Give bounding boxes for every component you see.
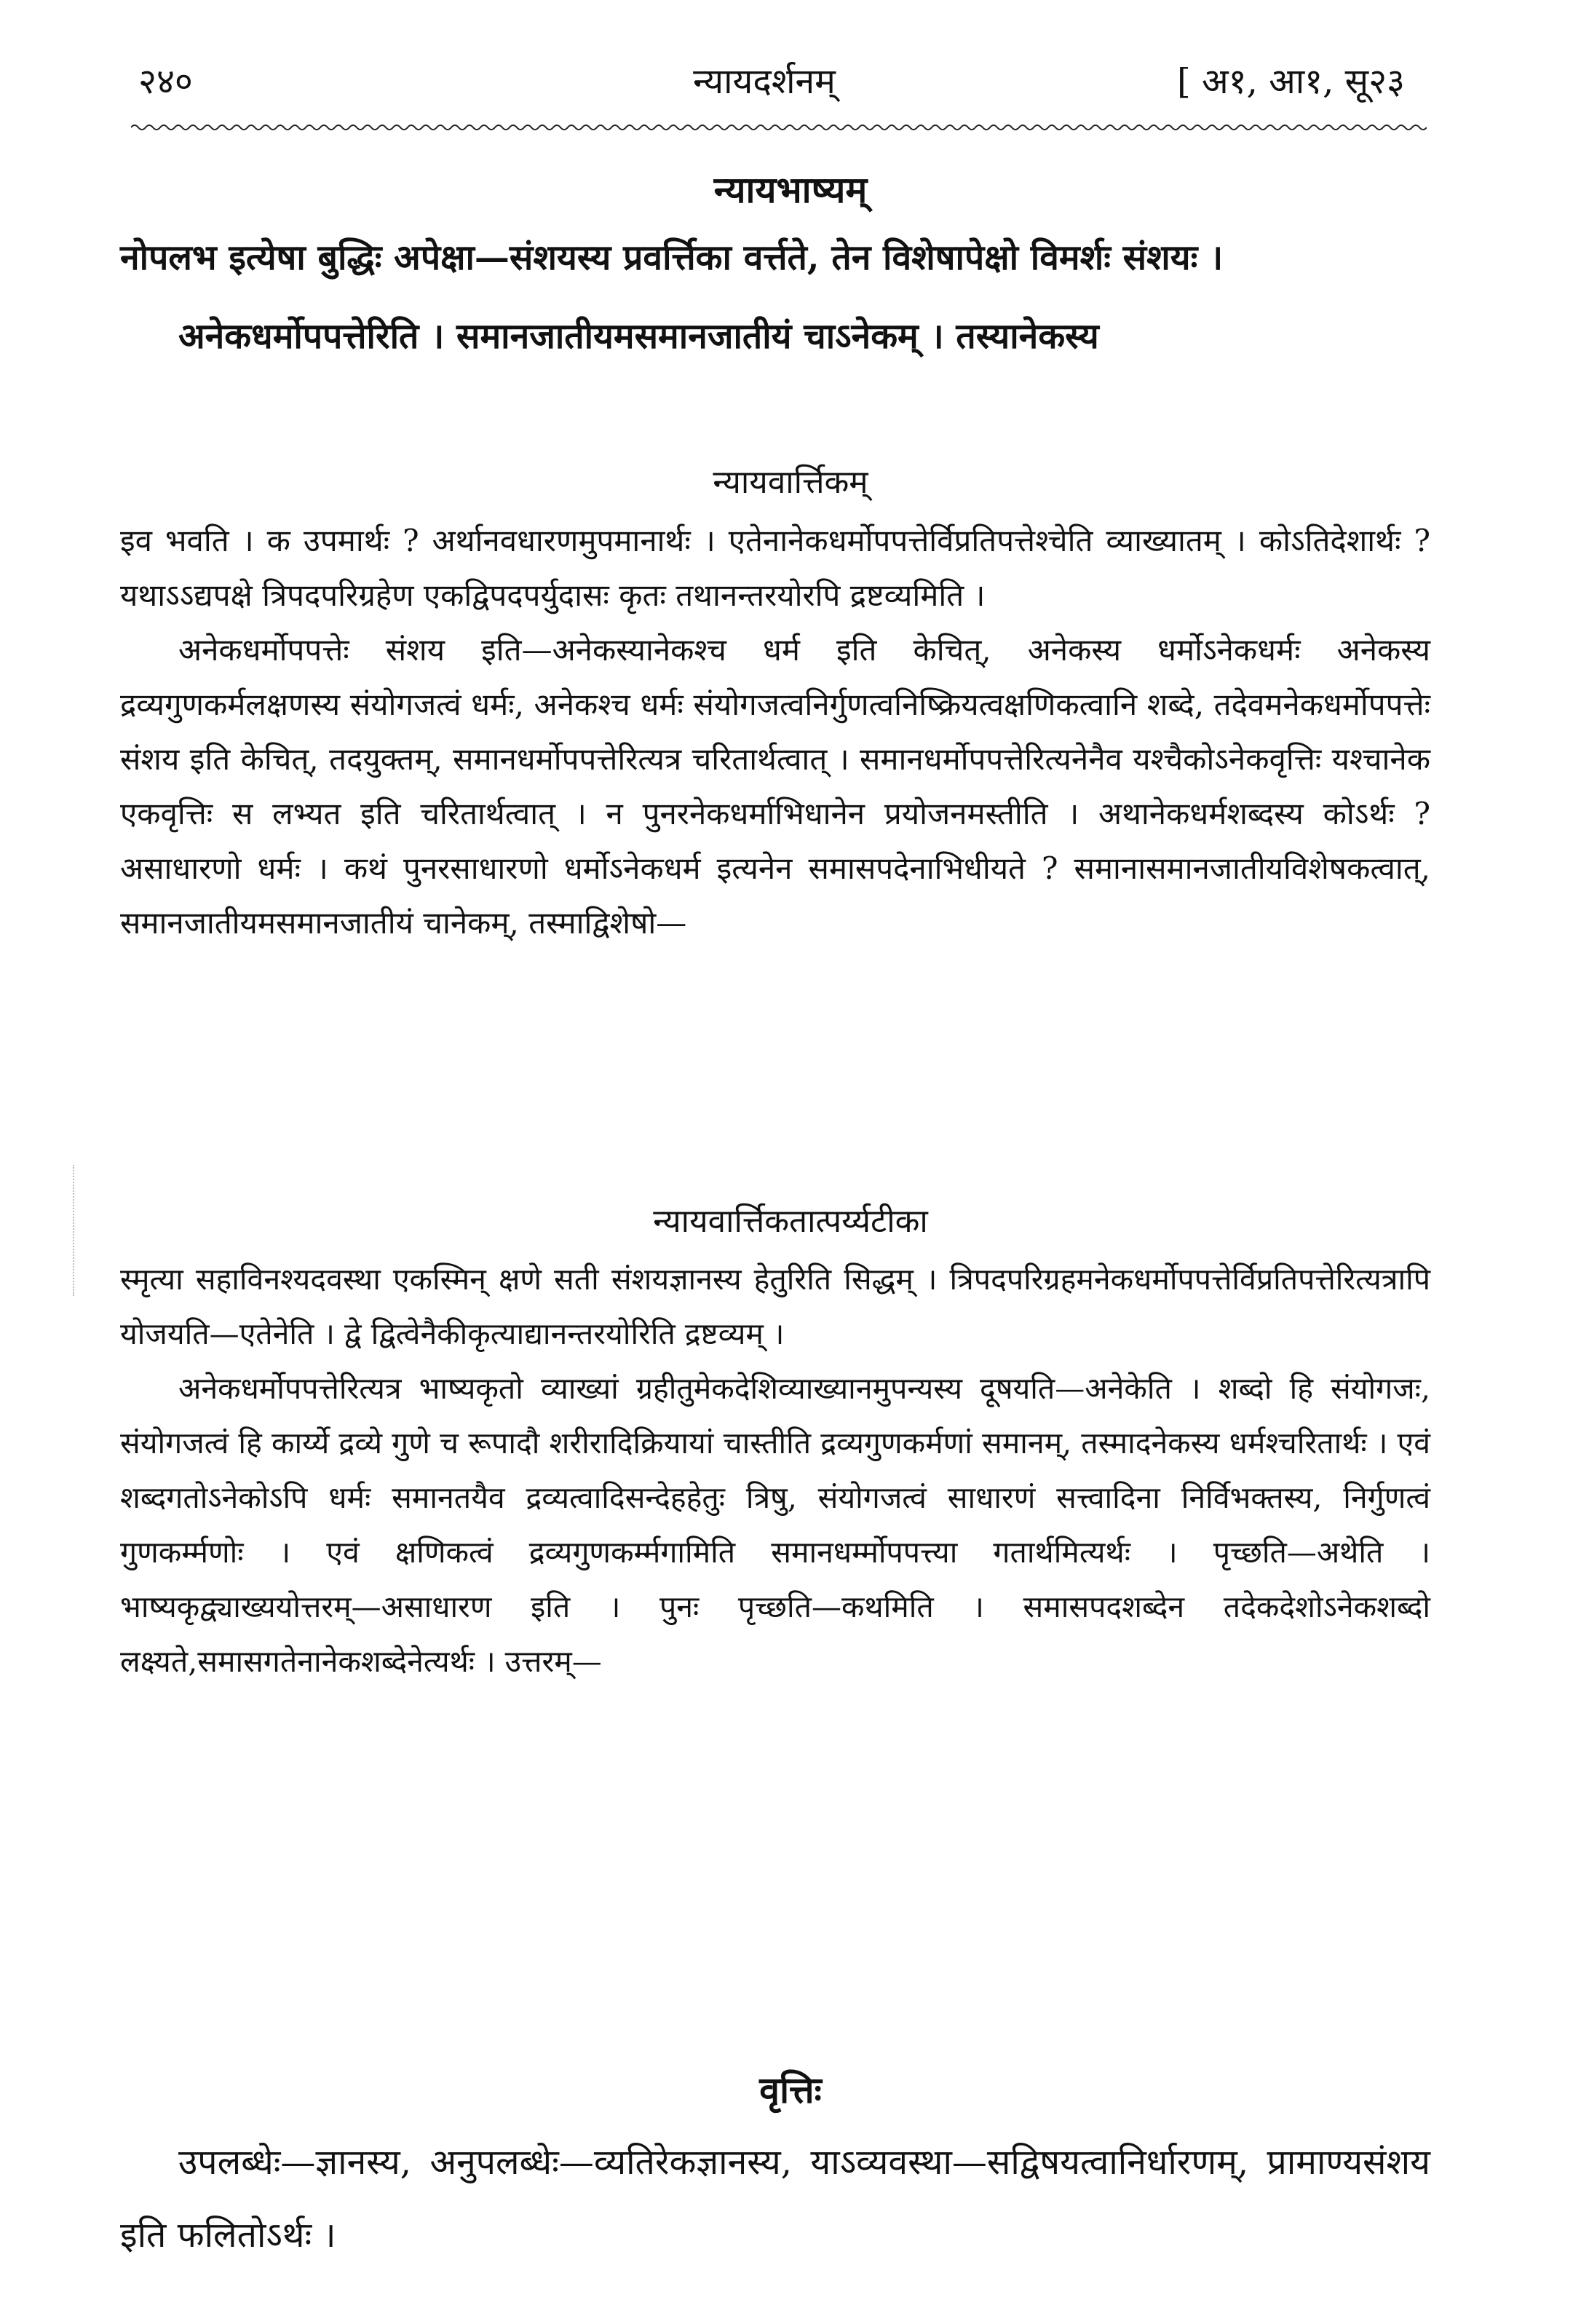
scan-margin-mark	[73, 1165, 74, 1296]
vritti-text	[120, 2126, 1430, 2272]
bhashya-paragraph-2: अनेकधर्मोपपत्तेरिति । समानजातीयमसमानजातीयं चाऽनेकम् । तस्यानेकस्य	[178, 316, 1099, 357]
running-header	[109, 42, 1419, 108]
page-number: २४०	[138, 61, 193, 102]
tika-paragraph-1: स्मृत्या सहाविनश्यदवस्था एकस्मिन् क्षणे सती संशयज्ञानस्य हेतुरिति सिद्धम् । त्रिपदपरिग्रहमनेकधर्मोपपत्तेर्विप्रतिपत्तेरित्यत्रापि योजयति—एतेनेति । द्वे द्वित्वेनैकीकृत्याद्यानन्तरयोरिति द्रष्टव्यम् ।	[120, 1262, 1430, 1351]
tika-title: न्यायवार्त्तिकतात्पर्य्यटीका	[653, 1203, 928, 1240]
bhashya-title: न्यायभाष्यम्	[713, 168, 868, 211]
vartika-paragraph-2: अनेकधर्मोपपत्तेः संशय इति—अनेकस्यानेकश्च धर्म इति केचित्, अनेकस्य धर्मोऽनेकधर्मः अनेकस्य द्रव्यगुणकर्मलक्षणस्य संयोगजत्वं धर्मः, अनेकश्च धर्मः संयोगजत्वनिर्गुणत्वनिष्क्रियत्वक्षणिकत्वानि शब्दे, तदेवमनेकधर्मोपपत्तेः संशय इति केचित्, तदयुक्तम्, समानधर्मोपपत्तेरित्यत्र चरितार्थत्वात् । समानधर्मोपपत्तेरित्यनेनैव यश्चैकोऽनेकवृत्तिः यश्चानेक एकवृत्तिः स लभ्यत इति चरितार्थत्वात् । न पुनरनेकधर्माभिधानेन प्रयोजनमस्तीति । अथानेकधर्मशब्दस्य कोऽर्थः ? असाधारणो धर्मः । कथं पुनरसाधारणो धर्मोऽनेकधर्म इत्यनेन समासपदेनाभिधीयते ? समानासमानजातीयविशेषकत्वात्, समानजातीयमसमानजातीयं चानेकम्, तस्माद्विशेषो—	[120, 632, 1430, 941]
chapter-reference: [ अ१, आ१, सू२३	[1176, 61, 1405, 102]
bhashya-paragraph-1: नोपलभ इत्येषा बुद्धिः अपेक्षा—संशयस्य प्रवर्त्तिका वर्त्तते, तेन विशेषापेक्षो विमर्शः संशयः ।	[120, 237, 1224, 278]
vritti-title: वृत्तिः	[759, 2068, 822, 2111]
wavy-header-rule	[131, 122, 1427, 133]
tika-paragraph-2: अनेकधर्मोपपत्तेरित्यत्र भाष्यकृतो व्याख्यां ग्रहीतुमेकदेशिव्याख्यानमुपन्यस्य दूषयति—अनेकेति । शब्दो हि संयोगजः, संयोगजत्वं हि कार्य्ये द्रव्ये गुणे च रूपादौ शरीरादिक्रियायां चास्तीति द्रव्यगुणकर्मणां समानम्, तस्मादनेकस्य धर्मश्चरितार्थः । एवं शब्दगतोऽनेकोऽपि धर्मः समानतयैव द्रव्यत्वादिसन्देहहेतुः त्रिषु, संयोगजत्वं साधारणं सत्त्वादिना निर्विभक्तस्य, निर्गुणत्वं गुणकर्म्मणोः । एवं क्षणिकत्वं द्रव्यगुणकर्म्मगामिति समानधर्म्मोपपत्त्या गतार्थमित्यर्थः । पृच्छति—अथेति । भाष्यकृद्व्याख्ययोत्तरम्—असाधारण इति । पुनः पृच्छति—कथमिति । समासपदशब्देन तदेकदेशोऽनेकशब्दो लक्ष्यते,समासगतेनानेकशब्देनेत्यर्थः । उत्तरम्—	[120, 1371, 1430, 1679]
vartika-paragraph-1: इव भवति । क उपमार्थः ? अर्थानवधारणमुपमानार्थः । एतेनानेकधर्मोपपत्तेर्विप्रतिपत्तेश्चेति व्याख्यातम् । कोऽतिदेशार्थः ? यथाऽऽद्यपक्षे त्रिपदपरिग्रहेण एकद्विपदपर्युदासः कृतः तथानन्तरयोरपि द्रष्टव्यमिति ।	[120, 523, 1430, 613]
vartika-text	[120, 513, 1430, 950]
tika-text	[120, 1252, 1430, 1689]
vritti-paragraph-1: उपलब्धेः—ज्ञानस्य, अनुपलब्धेः—व्यतिरेकज्ञानस्य, याऽव्यवस्था—सद्विषयत्वानिर्धारणम्, प्रामाण्यसंशय इति फलितोऽर्थः ।	[120, 2142, 1430, 2256]
book-title: न्यायदर्शनम्	[693, 61, 836, 102]
vartika-title: न्यायवार्त्तिकम्	[713, 464, 868, 501]
bhashya-text	[120, 218, 1430, 376]
